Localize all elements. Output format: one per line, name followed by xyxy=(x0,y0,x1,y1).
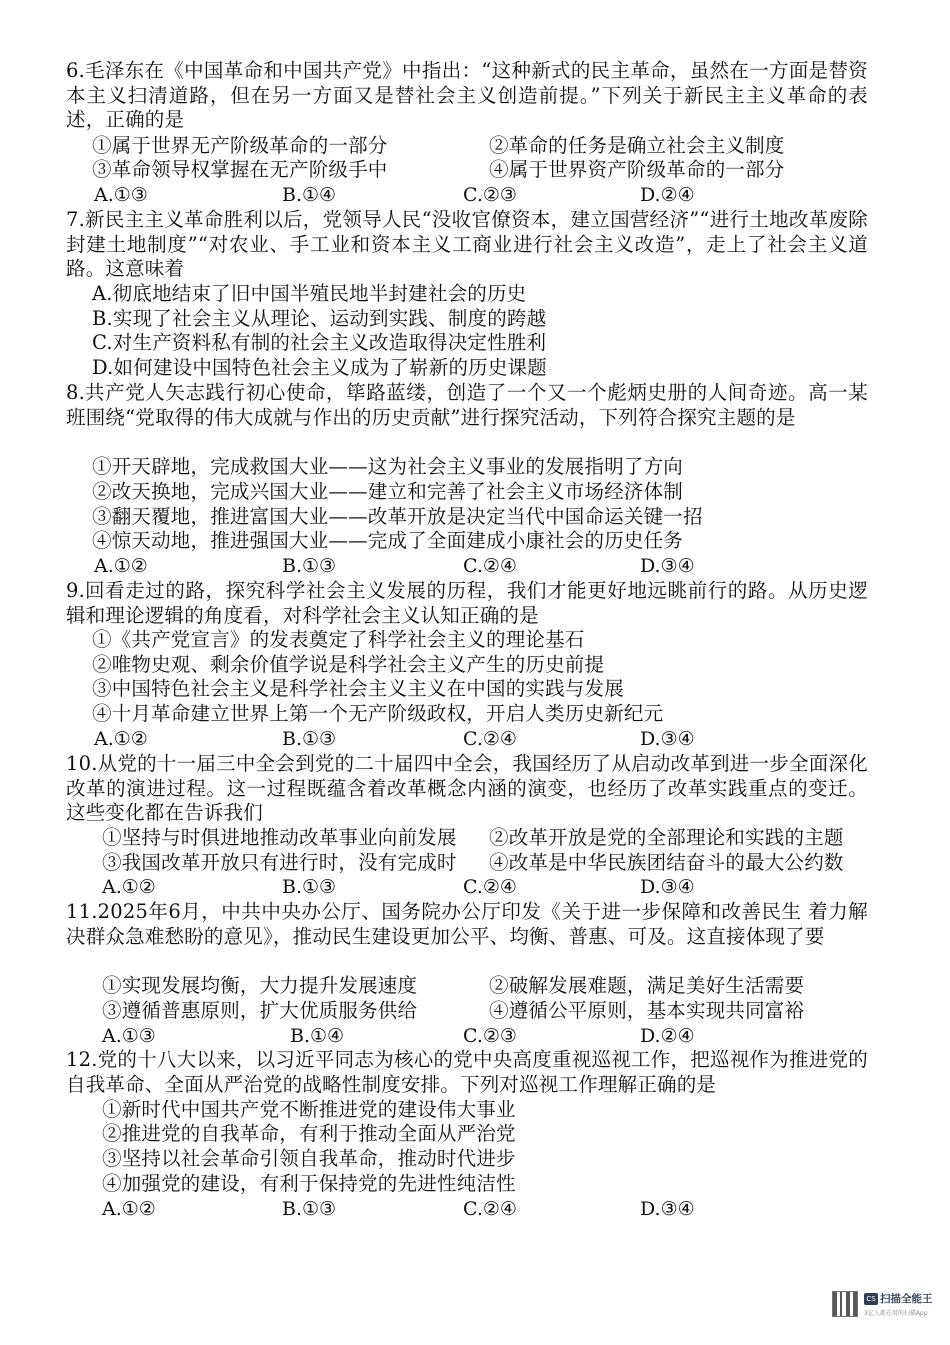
question-10-number: 10. xyxy=(66,752,98,775)
question-9-choice-a[interactable]: A.①② xyxy=(94,728,148,750)
question-9-choice-d[interactable]: D.③④ xyxy=(640,728,695,750)
question-10-statement-4: ④改革是中华民族团结奋斗的最大公约数 xyxy=(489,851,844,874)
question-6-choice-b[interactable]: B.①④ xyxy=(282,184,337,206)
question-9-statement-3: ③中国特色社会主义是科学社会主义主义在中国的实践与发展 xyxy=(92,677,624,700)
question-9-text: 回看走过的路，探究科学社会主义发展的历程，我们才能更好地远眺前行的路。从历史逻辑和理论逻辑的角度看，对科学社会主义认知正确的是 xyxy=(66,579,868,627)
watermark-subtitle: 3亿人都在用的扫描App xyxy=(864,1310,928,1317)
question-11-choice-a[interactable]: A.①③ xyxy=(102,1025,156,1047)
question-6-statement-3: ③革命领导权掌握在无产阶级手中 xyxy=(92,158,388,181)
question-6-stem xyxy=(66,59,868,133)
question-8-statement-1: ①开天辟地，完成救国大业——这为社会主义事业的发展指明了方向 xyxy=(92,455,684,478)
question-10-statement-2: ②改革开放是党的全部理论和实践的主题 xyxy=(489,826,844,849)
question-11-statement-1: ①实现发展均衡，大力提升发展速度 xyxy=(102,974,418,997)
question-7-option-b[interactable]: B.实现了社会主义从理论、运动到实践、制度的跨越 xyxy=(92,307,547,330)
question-11-choice-c[interactable]: C.②③ xyxy=(463,1025,517,1047)
question-6-text: 毛泽东在《中国革命和中国共产党》中指出：“这种新式的民主革命，虽然在一方面是替资本主义扫清道路，但在另一方面又是替社会主义创造前提。”下列关于新民主主义革命的表述，正确的是 xyxy=(66,59,868,132)
question-7-option-d[interactable]: D.如何建设中国特色社会主义成为了崭新的历史课题 xyxy=(92,356,547,379)
question-11-choice-b[interactable]: B.①④ xyxy=(290,1025,345,1047)
question-8-statement-2: ②改天换地，完成兴国大业——建立和完善了社会主义市场经济体制 xyxy=(92,480,684,503)
question-8-stem xyxy=(66,381,868,430)
question-8-number: 8. xyxy=(66,381,86,404)
question-6-statement-1: ①属于世界无产阶级革命的一部分 xyxy=(92,134,388,157)
question-7-number: 7. xyxy=(66,208,86,231)
question-10-stem xyxy=(66,752,868,826)
question-6-statement-4: ④属于世界资产阶级革命的一部分 xyxy=(489,158,785,181)
question-7-stem xyxy=(66,208,868,282)
question-11-choice-d[interactable]: D.②④ xyxy=(640,1025,695,1047)
question-11-stem xyxy=(66,900,868,949)
question-10-choice-d[interactable]: D.③④ xyxy=(640,876,695,898)
question-8-choice-d[interactable]: D.③④ xyxy=(640,555,695,577)
question-12-stem xyxy=(66,1048,868,1097)
question-10-choice-b[interactable]: B.①③ xyxy=(282,876,337,898)
question-9-stem xyxy=(66,579,868,628)
watermark-app-name: 扫描全能王 xyxy=(880,1293,933,1305)
question-12-statement-2: ②推进党的自我革命，有利于推动全面从严治党 xyxy=(102,1122,516,1145)
question-8-choice-c[interactable]: C.②④ xyxy=(463,555,517,577)
question-9-statement-1: ①《共产党宣言》的发表奠定了科学社会主义的理论基石 xyxy=(92,628,585,651)
question-8-statement-3: ③翻天覆地，推进富国大业——改革开放是决定当代中国命运关键一招 xyxy=(92,505,703,528)
question-6-choice-d[interactable]: D.②④ xyxy=(640,184,695,206)
question-9-choice-c[interactable]: C.②④ xyxy=(463,728,517,750)
qr-code-icon xyxy=(832,1291,858,1317)
question-12-choice-b[interactable]: B.①③ xyxy=(282,1198,337,1220)
question-11-statement-3: ③遵循普惠原则，扩大优质服务供给 xyxy=(102,999,418,1022)
question-9-statement-4: ④十月革命建立世界上第一个无产阶级政权，开启人类历史新纪元 xyxy=(92,702,664,725)
question-7-option-a[interactable]: A.彻底地结束了旧中国半殖民地半封建社会的历史 xyxy=(92,282,527,305)
question-11-text: 2025年6月，中共中央办公厅、国务院办公厅印发《关于进一步保障和改善民生 着力解决群众急难愁盼的意见》，推动民生建设更加公平、均衡、普惠、可及。这直接体现了要 xyxy=(66,900,868,948)
question-11-number: 11. xyxy=(66,900,98,923)
question-9-statement-2: ②唯物史观、剩余价值学说是科学社会主义产生的历史前提 xyxy=(92,653,605,676)
question-11-statement-2: ②破解发展难题，满足美好生活需要 xyxy=(489,974,805,997)
question-6-choice-c[interactable]: C.②③ xyxy=(463,184,517,206)
question-7-text: 新民主主义革命胜利以后，党领导人民“没收官僚资本，建立国营经济”“进行土地改革废除封建土地制度”“对农业、手工业和资本主义工商业进行社会主义改造”，走上了社会主义道路。这意味着 xyxy=(66,208,868,281)
question-12-choice-d[interactable]: D.③④ xyxy=(640,1198,695,1220)
question-12-statement-3: ③坚持以社会革命引领自我革命，推动时代进步 xyxy=(102,1147,516,1170)
question-12-text: 党的十八大以来，以习近平同志为核心的党中央高度重视巡视工作，把巡视作为推进党的自我革命、全面从严治党的战略性制度安排。下列对巡视工作理解正确的是 xyxy=(66,1048,868,1096)
question-8-choice-b[interactable]: B.①③ xyxy=(282,555,337,577)
question-9-number: 9. xyxy=(66,579,86,602)
question-9-choice-b[interactable]: B.①③ xyxy=(282,728,337,750)
question-8-statement-4: ④惊天动地，推进强国大业——完成了全面建成小康社会的历史任务 xyxy=(92,529,684,552)
question-10-choice-a[interactable]: A.①② xyxy=(102,876,156,898)
question-8-text: 共产党人矢志践行初心使命，筚路蓝缕，创造了一个又一个彪炳史册的人间奇迹。高一某班围绕“党取得的伟大成就与作出的历史贡献”进行探究活动，下列符合探究主题的是 xyxy=(66,381,868,429)
question-6-choice-a[interactable]: A.①③ xyxy=(94,184,148,206)
cs-logo-icon: CS xyxy=(864,1293,878,1305)
question-10-text: 从党的十一届三中全会到党的二十届四中全会，我国经历了从启动改革到进一步全面深化改革的演进过程。这一过程既蕴含着改革概念内涵的演变，也经历了改革实践重点的变迁。这些变化都在告诉我们 xyxy=(66,752,868,825)
question-12-choice-a[interactable]: A.①② xyxy=(102,1198,156,1220)
question-6-number: 6. xyxy=(66,59,86,82)
question-10-choice-c[interactable]: C.②④ xyxy=(463,876,517,898)
question-6-statement-2: ②革命的任务是确立社会主义制度 xyxy=(489,134,785,157)
question-12-statement-4: ④加强党的建设，有利于保持党的先进性纯洁性 xyxy=(102,1172,516,1195)
question-8-choice-a[interactable]: A.①② xyxy=(94,555,148,577)
question-10-statement-3: ③我国改革开放只有进行时，没有完成时 xyxy=(102,851,457,874)
question-10-statement-1: ①坚持与时俱进地推动改革事业向前发展 xyxy=(102,826,457,849)
question-12-number: 12. xyxy=(66,1048,98,1071)
question-12-statement-1: ①新时代中国共产党不断推进党的建设伟大事业 xyxy=(102,1098,516,1121)
question-11-statement-4: ④遵循公平原则，基本实现共同富裕 xyxy=(489,999,805,1022)
question-12-choice-c[interactable]: C.②④ xyxy=(463,1198,517,1220)
question-7-option-c[interactable]: C.对生产资料私有制的社会主义改造取得决定性胜利 xyxy=(92,331,547,354)
scanner-watermark xyxy=(826,1289,933,1321)
